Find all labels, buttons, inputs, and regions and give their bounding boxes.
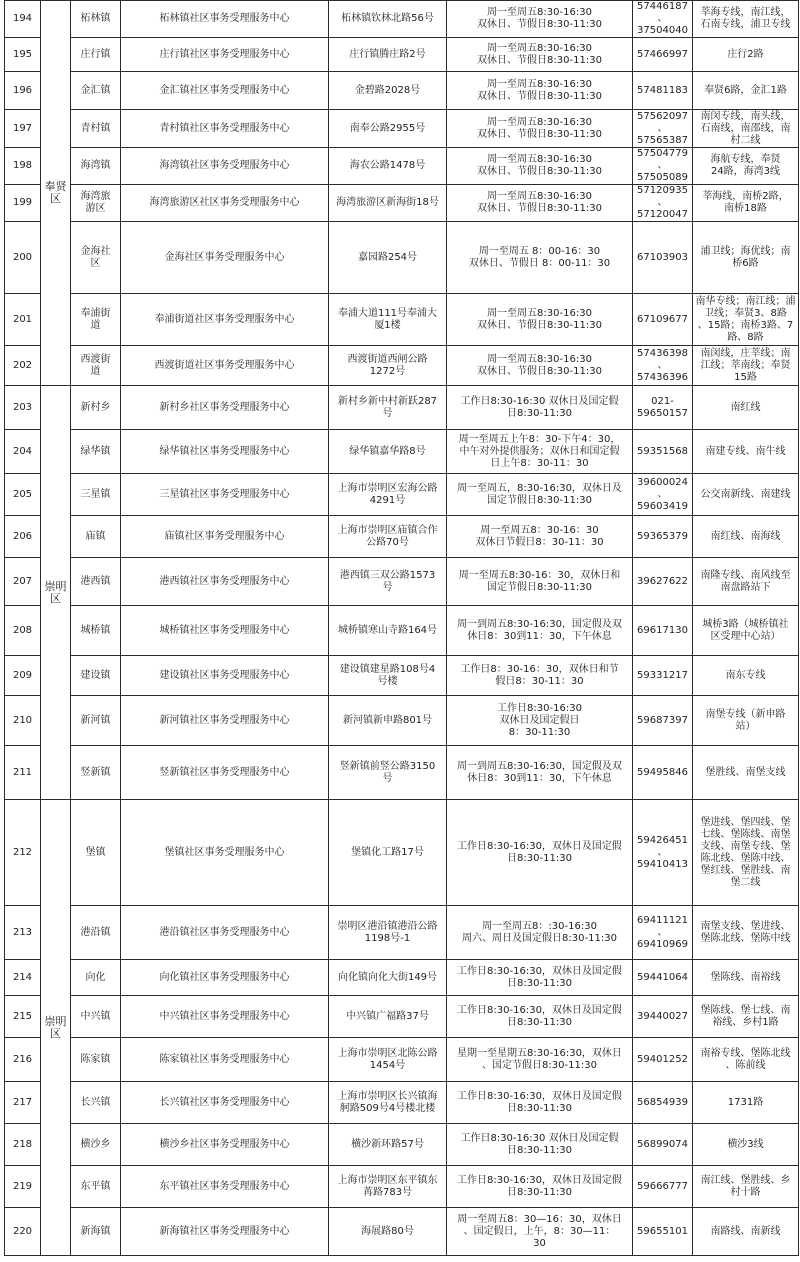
table-row <box>5 746 799 800</box>
cell-hours: 周一至周五8:30-16:30 双休日、节假日8:30-11:30 <box>447 1 633 38</box>
cell-no: 206 <box>5 516 41 558</box>
cell-address: 向化镇向化大街149号 <box>329 960 447 996</box>
cell-center: 新村乡社区事务受理服务中心 <box>121 386 329 430</box>
cell-no: 196 <box>5 72 41 110</box>
cell-phone: 021- 59650157 <box>633 386 693 430</box>
cell-address: 上海市崇明区宏海公路 4291号 <box>329 474 447 516</box>
cell-no: 207 <box>5 558 41 606</box>
cell-no: 194 <box>5 1 41 38</box>
cell-center: 奉浦街道社区事务受理服务中心 <box>121 294 329 346</box>
table-row <box>5 960 799 996</box>
cell-town: 港沿镇 <box>71 906 121 960</box>
table-row <box>5 558 799 606</box>
cell-phone: 57436398 、 57436396 <box>633 346 693 386</box>
cell-address: 嘉园路254号 <box>329 222 447 294</box>
cell-no: 202 <box>5 346 41 386</box>
cell-address: 金碧路2028号 <box>329 72 447 110</box>
cell-town: 新村乡 <box>71 386 121 430</box>
cell-hours: 周一至周五8：30—16：30，双休日 、国定假日，上午，8：30—11： 30 <box>447 1208 633 1256</box>
cell-bus: 庄行2路 <box>693 38 799 72</box>
cell-phone: 57504779 、 57505089 <box>633 148 693 185</box>
table-row <box>5 1038 799 1082</box>
cell-no: 199 <box>5 185 41 222</box>
cell-address: 西渡街道西闸公路 1272号 <box>329 346 447 386</box>
table-row <box>5 294 799 346</box>
cell-address: 海展路80号 <box>329 1208 447 1256</box>
cell-no: 211 <box>5 746 41 800</box>
cell-phone: 56854939 <box>633 1082 693 1124</box>
cell-phone: 57481183 <box>633 72 693 110</box>
cell-phone: 57446187 、 37504040 <box>633 1 693 38</box>
cell-hours: 周一至周五上午8：30-下午4：30， 中午对外提供服务；双休日和国定假 日上午8：30-11：30 <box>447 430 633 474</box>
cell-no: 200 <box>5 222 41 294</box>
cell-no: 218 <box>5 1124 41 1166</box>
cell-hours: 工作日8：30-16：30，双休日和节 假日8：30-11：30 <box>447 656 633 696</box>
cell-hours: 工作日8:30-16:30，双休日及国定假 日8:30-11:30 <box>447 1082 633 1124</box>
cell-phone: 59426451 、 59410413 <box>633 800 693 906</box>
cell-bus: 浦卫线；海优线；南 桥6路 <box>693 222 799 294</box>
cell-address: 新河镇新申路801号 <box>329 696 447 746</box>
cell-address: 崇明区港沿镇港沿公路 1198号-1 <box>329 906 447 960</box>
cell-no: 198 <box>5 148 41 185</box>
cell-town: 庙镇 <box>71 516 121 558</box>
cell-hours: 周一至周五，8:30-16:30，双休日及 国定节假日8:30-11:30 <box>447 474 633 516</box>
cell-bus: 公交南新线、南建线 <box>693 474 799 516</box>
cell-bus: 南堡支线、堡进线、 堡陈北线、堡陈中线 <box>693 906 799 960</box>
cell-bus: 南隆专线、南风线至 南盘路站下 <box>693 558 799 606</box>
cell-hours: 周一至周五8:30-16:30 双休日、节假日8:30-11:30 <box>447 185 633 222</box>
table-body <box>5 1 799 1256</box>
cell-town: 新河镇 <box>71 696 121 746</box>
table-row <box>5 1082 799 1124</box>
cell-center: 东平镇社区事务受理服务中心 <box>121 1166 329 1208</box>
table-row <box>5 1208 799 1256</box>
cell-town: 向化 <box>71 960 121 996</box>
cell-phone: 57466997 <box>633 38 693 72</box>
cell-hours: 工作日8:30-16:30 双休日及国定假 日8:30-11:30 <box>447 386 633 430</box>
cell-phone: 59331217 <box>633 656 693 696</box>
cell-bus: 南红线、南海线 <box>693 516 799 558</box>
cell-address: 庄行镇腾庄路2号 <box>329 38 447 72</box>
cell-center: 柘林镇社区事务受理服务中心 <box>121 1 329 38</box>
cell-hours: 周一至周五8：30-16：30 双休日节假日8：30-11：30 <box>447 516 633 558</box>
cell-district: 崇明区 <box>41 386 71 800</box>
table-row <box>5 72 799 110</box>
cell-bus: 南闵线，庄莘线；南 江线；莘南线；奉贤 15路 <box>693 346 799 386</box>
cell-address: 上海市崇明区长兴镇海 舸路509号4号楼北楼 <box>329 1082 447 1124</box>
cell-hours: 周一至周五 8：00-16：30 双休日、节假日 8：00-11：30 <box>447 222 633 294</box>
cell-hours: 周一至周五8:30-16:30 双休日、节假日8:30-11:30 <box>447 346 633 386</box>
cell-phone: 59441064 <box>633 960 693 996</box>
cell-phone: 57562097 、 57565387 <box>633 110 693 148</box>
cell-town: 建设镇 <box>71 656 121 696</box>
cell-center: 新河镇社区事务受理服务中心 <box>121 696 329 746</box>
cell-phone: 69411121 、 69410969 <box>633 906 693 960</box>
cell-address: 堡镇化工路17号 <box>329 800 447 906</box>
cell-phone: 59495846 <box>633 746 693 800</box>
cell-center: 建设镇社区事务受理服务中心 <box>121 656 329 696</box>
cell-bus: 堡胜线、南堡支线 <box>693 746 799 800</box>
cell-town: 新海镇 <box>71 1208 121 1256</box>
cell-hours: 周一到周五8:30-16:30，国定假及双 休日8：30到11：30，下午休息 <box>447 606 633 656</box>
cell-phone: 39440027 <box>633 996 693 1038</box>
table-row <box>5 906 799 960</box>
cell-hours: 周一至周五8：:30-16:30 周六、周日及国定假日8:30-11:30 <box>447 906 633 960</box>
cell-center: 竖新镇社区事务受理服务中心 <box>121 746 329 800</box>
cell-center: 港沿镇社区事务受理服务中心 <box>121 906 329 960</box>
cell-center: 海湾镇社区事务受理服务中心 <box>121 148 329 185</box>
cell-no: 219 <box>5 1166 41 1208</box>
cell-hours: 周一至周五8:30-16：30，双休日和 国定节假日8:30-11:30 <box>447 558 633 606</box>
cell-bus: 南华专线；南江线；浦 卫线；奉贤3、8路 、15路；南桥3路、7 路、8路 <box>693 294 799 346</box>
cell-bus: 堡陈线、南裕线 <box>693 960 799 996</box>
cell-town: 西渡街 道 <box>71 346 121 386</box>
cell-district: 崇明区 <box>41 800 71 1256</box>
cell-town: 海湾镇 <box>71 148 121 185</box>
cell-address: 新村乡新中村新跃287 号 <box>329 386 447 430</box>
cell-town: 绿华镇 <box>71 430 121 474</box>
cell-center: 庄行镇社区事务受理服务中心 <box>121 38 329 72</box>
cell-town: 中兴镇 <box>71 996 121 1038</box>
table-row <box>5 346 799 386</box>
table-row <box>5 38 799 72</box>
cell-address: 奉浦大道111号奉浦大 厦1楼 <box>329 294 447 346</box>
cell-town: 竖新镇 <box>71 746 121 800</box>
cell-address: 城桥镇寒山寺路164号 <box>329 606 447 656</box>
cell-center: 新海镇社区事务受理服务中心 <box>121 1208 329 1256</box>
cell-phone: 56899074 <box>633 1124 693 1166</box>
cell-address: 港西镇三双公路1573 号 <box>329 558 447 606</box>
cell-no: 216 <box>5 1038 41 1082</box>
cell-address: 绿华镇嘉华路8号 <box>329 430 447 474</box>
cell-bus: 南裕专线、堡陈北线 、陈前线 <box>693 1038 799 1082</box>
cell-center: 向化镇社区事务受理服务中心 <box>121 960 329 996</box>
cell-center: 城桥镇社区事务受理服务中心 <box>121 606 329 656</box>
cell-bus: 莘海专线，南江线， 石南专线，浦卫专线 <box>693 1 799 38</box>
cell-town: 堡镇 <box>71 800 121 906</box>
cell-no: 212 <box>5 800 41 906</box>
cell-address: 南奉公路2955号 <box>329 110 447 148</box>
cell-town: 三星镇 <box>71 474 121 516</box>
cell-no: 205 <box>5 474 41 516</box>
cell-hours: 周一至周五8:30-16:30 双休日、节假日8:30-11:30 <box>447 72 633 110</box>
cell-bus: 南建专线、南牛线 <box>693 430 799 474</box>
cell-phone: 59365379 <box>633 516 693 558</box>
table-row <box>5 606 799 656</box>
cell-address: 上海市崇明区北陈公路 1454号 <box>329 1038 447 1082</box>
cell-no: 203 <box>5 386 41 430</box>
cell-center: 金汇镇社区事务受理服务中心 <box>121 72 329 110</box>
cell-bus: 莘海线，南桥2路， 南桥18路 <box>693 185 799 222</box>
table-row <box>5 386 799 430</box>
cell-phone: 59351568 <box>633 430 693 474</box>
cell-phone: 69617130 <box>633 606 693 656</box>
cell-center: 海湾旅游区社区事务受理服务中心 <box>121 185 329 222</box>
cell-center: 金海社区事务受理服务中心 <box>121 222 329 294</box>
cell-phone: 59687397 <box>633 696 693 746</box>
cell-hours: 周一至周五8:30-16:30 双休日、节假日8:30-11:30 <box>447 294 633 346</box>
table-row <box>5 1166 799 1208</box>
cell-center: 青村镇社区事务受理服务中心 <box>121 110 329 148</box>
cell-town: 金汇镇 <box>71 72 121 110</box>
cell-bus: 堡进线、堡四线、堡 七线、堡陈线、南堡 支线、南堡专线、堡 陈北线、堡陈中线、 堡红线、堡胜线、南 堡二线 <box>693 800 799 906</box>
cell-address: 横沙新环路57号 <box>329 1124 447 1166</box>
cell-town: 港西镇 <box>71 558 121 606</box>
cell-bus: 南东专线 <box>693 656 799 696</box>
cell-hours: 工作日8:30-16:30 双休日及国定假 日8:30-11:30 <box>447 1124 633 1166</box>
cell-hours: 星期一至星期五8:30-16:30，双休日 、国定节假日8:30-11:30 <box>447 1038 633 1082</box>
cell-phone: 39627622 <box>633 558 693 606</box>
service-center-table <box>4 0 799 1256</box>
cell-no: 204 <box>5 430 41 474</box>
cell-hours: 周一至周五8:30-16:30 双休日、节假日8:30-11:30 <box>447 38 633 72</box>
cell-address: 建设镇建星路108号4 号楼 <box>329 656 447 696</box>
cell-town: 城桥镇 <box>71 606 121 656</box>
cell-no: 213 <box>5 906 41 960</box>
cell-bus: 堡陈线、堡七线、南 裕线、乡村1路 <box>693 996 799 1038</box>
cell-center: 庙镇社区事务受理服务中心 <box>121 516 329 558</box>
cell-bus: 南红线 <box>693 386 799 430</box>
cell-address: 海农公路1478号 <box>329 148 447 185</box>
cell-town: 东平镇 <box>71 1166 121 1208</box>
cell-address: 中兴镇广福路37号 <box>329 996 447 1038</box>
table-row <box>5 430 799 474</box>
table-row <box>5 800 799 906</box>
cell-hours: 工作日8:30-16:30，双休日及国定假 日8:30-11:30 <box>447 960 633 996</box>
cell-address: 上海市崇明区东平镇东 苒路783号 <box>329 1166 447 1208</box>
cell-phone: 59401252 <box>633 1038 693 1082</box>
cell-bus: 南路线、南新线 <box>693 1208 799 1256</box>
cell-bus: 1731路 <box>693 1082 799 1124</box>
cell-town: 青村镇 <box>71 110 121 148</box>
table-row <box>5 110 799 148</box>
table-row <box>5 996 799 1038</box>
cell-town: 金海社 区 <box>71 222 121 294</box>
cell-address: 海湾旅游区新海街18号 <box>329 185 447 222</box>
cell-town: 横沙乡 <box>71 1124 121 1166</box>
cell-hours: 周一至周五8:30-16:30 双休日、节假日8:30-11:30 <box>447 148 633 185</box>
cell-no: 214 <box>5 960 41 996</box>
table-row <box>5 696 799 746</box>
cell-bus: 南堡专线（新申路 站） <box>693 696 799 746</box>
table-row <box>5 656 799 696</box>
cell-hours: 周一至周五8:30-16:30 双休日、节假日8:30-11:30 <box>447 110 633 148</box>
cell-hours: 工作日8:30-16:30，双休日及国定假 日8:30-11:30 <box>447 996 633 1038</box>
cell-bus: 奉贤6路，金汇1路 <box>693 72 799 110</box>
cell-no: 215 <box>5 996 41 1038</box>
cell-district: 奉贤区 <box>41 1 71 386</box>
cell-center: 绿华镇社区事务受理服务中心 <box>121 430 329 474</box>
cell-address: 柘林镇钦林北路56号 <box>329 1 447 38</box>
table-row <box>5 474 799 516</box>
cell-phone: 57120935 、 57120047 <box>633 185 693 222</box>
cell-center: 横沙乡社区事务受理服务中心 <box>121 1124 329 1166</box>
cell-center: 陈家镇社区事务受理服务中心 <box>121 1038 329 1082</box>
cell-bus: 城桥3路（城桥镇社 区受理中心站） <box>693 606 799 656</box>
cell-center: 港西镇社区事务受理服务中心 <box>121 558 329 606</box>
cell-town: 陈家镇 <box>71 1038 121 1082</box>
table-row <box>5 1124 799 1166</box>
cell-center: 西渡街道社区事务受理服务中心 <box>121 346 329 386</box>
table-row <box>5 148 799 185</box>
cell-bus: 海航专线，奉贤 24路，海湾3线 <box>693 148 799 185</box>
cell-center: 长兴镇社区事务受理服务中心 <box>121 1082 329 1124</box>
cell-bus: 南闵专线，南头线， 石南线，南邵线，南 村二线 <box>693 110 799 148</box>
table-row <box>5 1 799 38</box>
cell-town: 庄行镇 <box>71 38 121 72</box>
cell-hours: 工作日8:30-16:30，双休日及国定假 日8:30-11:30 <box>447 1166 633 1208</box>
cell-no: 208 <box>5 606 41 656</box>
cell-no: 210 <box>5 696 41 746</box>
cell-town: 海湾旅 游区 <box>71 185 121 222</box>
cell-no: 201 <box>5 294 41 346</box>
cell-phone: 39600024 、 59603419 <box>633 474 693 516</box>
cell-no: 220 <box>5 1208 41 1256</box>
cell-no: 195 <box>5 38 41 72</box>
cell-phone: 59666777 <box>633 1166 693 1208</box>
cell-bus: 南江线、堡胜线、乡 村十路 <box>693 1166 799 1208</box>
table-row <box>5 516 799 558</box>
cell-address: 上海市崇明区庙镇合作 公路70号 <box>329 516 447 558</box>
table-row <box>5 185 799 222</box>
cell-no: 209 <box>5 656 41 696</box>
table-row <box>5 222 799 294</box>
cell-hours: 周一到周五8:30-16:30，国定假及双 休日8：30到11：30，下午休息 <box>447 746 633 800</box>
cell-center: 三星镇社区事务受理服务中心 <box>121 474 329 516</box>
cell-no: 197 <box>5 110 41 148</box>
cell-town: 奉浦街 道 <box>71 294 121 346</box>
cell-center: 堡镇社区事务受理服务中心 <box>121 800 329 906</box>
cell-address: 竖新镇前竖公路3150 号 <box>329 746 447 800</box>
cell-phone: 67109677 <box>633 294 693 346</box>
cell-no: 217 <box>5 1082 41 1124</box>
cell-bus: 横沙3线 <box>693 1124 799 1166</box>
cell-hours: 工作日8:30-16:30，双休日及国定假 日8:30-11:30 <box>447 800 633 906</box>
cell-phone: 67103903 <box>633 222 693 294</box>
cell-town: 长兴镇 <box>71 1082 121 1124</box>
cell-center: 中兴镇社区事务受理服务中心 <box>121 996 329 1038</box>
cell-town: 柘林镇 <box>71 1 121 38</box>
cell-hours: 工作日8:30-16:30 双休日及国定假日 8：30-11:30 <box>447 696 633 746</box>
cell-phone: 59655101 <box>633 1208 693 1256</box>
